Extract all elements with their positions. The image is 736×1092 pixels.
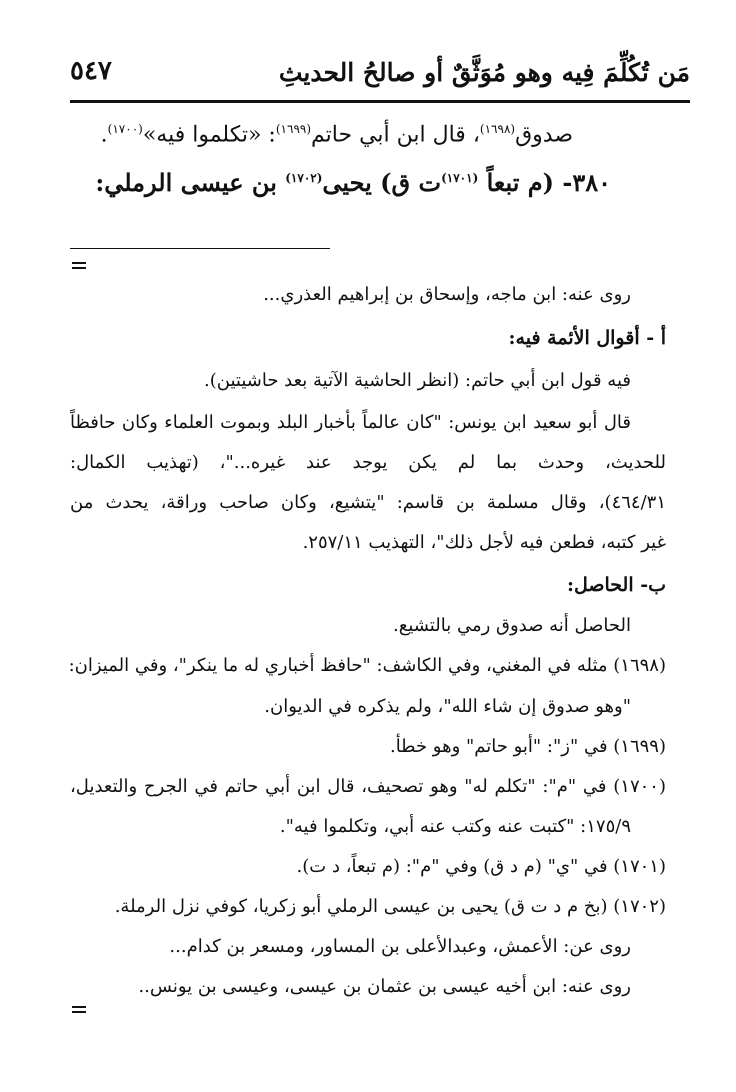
page-header [70,52,690,94]
entry-text: (م تبعاً [486,168,554,197]
footnote-line: غير كتبه، فطعن فيه لأجل ذلك"، التهذيب ٢٥٧/١١. [302,532,666,553]
body-text: ، قال ابن أبي حاتم [311,122,480,148]
footnote-1700: (١٧٠٠) في "م": "تكلم له" وهو تصحيف، قال ابن أبي حاتم في الجرح والتعديل، [70,776,666,797]
footnote-line: الحاصل أنه صدوق رمي بالتشيع. [393,615,631,636]
footnote-line: للحديث، وحدث بما لم يكن يوجد عند غيره..."، (تهذيب الكمال: [70,452,666,473]
footnote-line: روى عنه: ابن ماجه، وإسحاق بن إبراهيم العذري... [263,284,631,305]
running-title: مَن تُكُلِّمَ فِيه وهو مُوَثَّقٌ أو صالحُ الحديثِ [278,58,690,87]
page-number: ٥٤٧ [70,56,112,86]
header-rule [70,100,690,103]
footnote-1699: (١٦٩٩) في "ز": "أبو حاتم" وهو خطأ. [389,736,666,757]
footnote-line: "وهو صدوق إن شاء الله"، ولم يذكره في الديوان. [264,696,631,717]
footnote-subheading: أ - أقوال الأئمة فيه: [508,327,666,349]
footnote-line: ٤٦٤/٣١)، وقال مسلمة بن قاسم: "يتشيع، وكان صاحب وراقة، يحدث من [70,492,666,513]
entry-number: ٣٨٠- [562,168,611,197]
footnote-line: روى عن: الأعمش، وعبدالأعلى بن المساور، ومسعر بن كدام... [169,936,631,957]
body-text: صدوق [515,122,573,148]
footnote-ref: (١٧٠٢) [285,171,323,185]
footnote-1701: (١٧٠١) في "ي" (م د ق) وفي "م": (م تبعاً، د ت). [296,856,666,877]
body-text: . [100,122,108,148]
footnote-line: روى عنه: ابن أخيه عيسى بن عثمان بن عيسى، وعيسى بن يونس.. [138,976,631,997]
footnote-line: ١٧٥/٩: "كتبت عنه وكتب عنه أبي، وتكلموا فيه". [279,816,631,837]
footnote-line: قال أبو سعيد ابن يونس: "كان عالماً بأخبار البلد وبموت العلماء وكان حافظاً [70,412,631,433]
entry-text: بن عيسى الرملي: [95,168,277,197]
entry-text: ت ق) يحيى [322,168,442,197]
footnote-1698: (١٦٩٨) مثله في المغني، وفي الكاشف: "حافظ أخباري له ما ينكر"، وفي الميزان: [68,655,666,676]
body-text: : «تكلموا فيه» [142,122,276,148]
footnote-line: فيه قول ابن أبي حاتم: (انظر الحاشية الآتية بعد حاشيتين). [204,370,631,391]
footnote-ref: (١٦٩٨) [479,122,516,136]
footnote-separator [70,248,330,249]
entry-heading [0,168,736,197]
footnote-1702: (١٧٠٢) (بخ م د ت ق) يحيى بن عيسى الرملي أبو زكريا، كوفي نزل الرملة. [114,896,666,917]
footnote-subheading: ب- الحاصل: [566,574,666,596]
footnote-ref: (١٧٠١) [441,171,479,185]
footnote-ref: (١٧٠٠) [107,122,143,136]
body-line-top [0,122,736,147]
footnote-ref: (١٦٩٩) [275,122,312,136]
